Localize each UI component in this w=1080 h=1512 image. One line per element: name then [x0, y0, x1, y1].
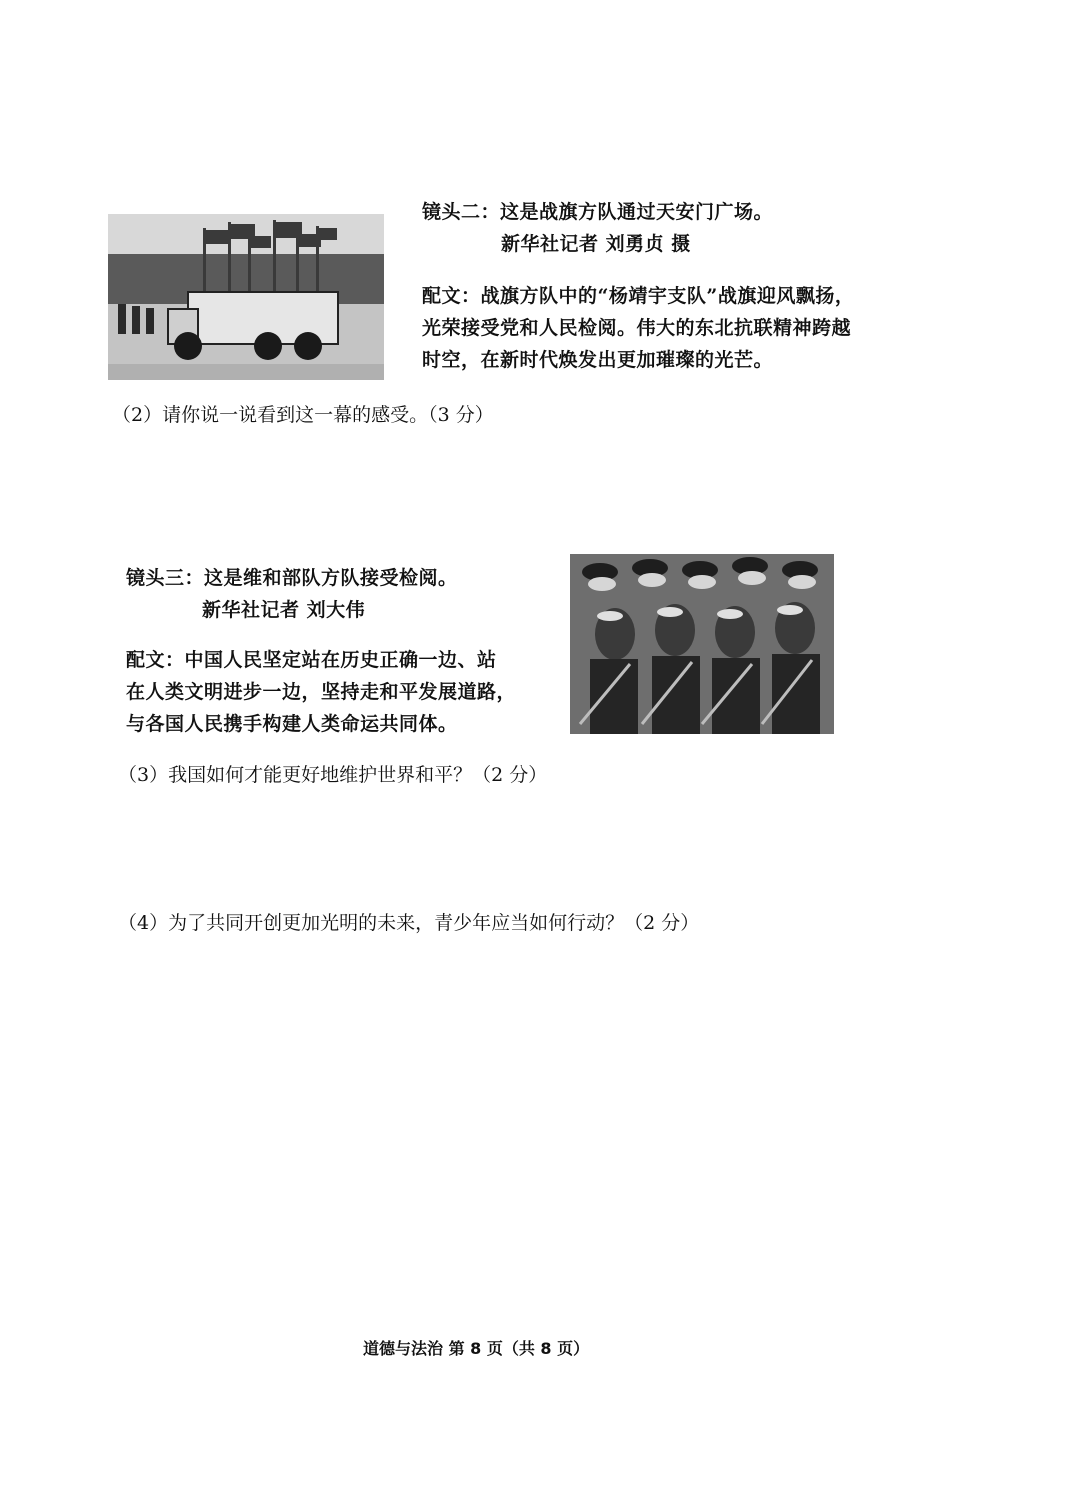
scene2-caption-line: 光荣接受党和人民检阅。伟大的东北抗联精神跨越: [422, 317, 852, 339]
scene3-caption: [126, 644, 516, 740]
scene3-heading: 镜头三：这是维和部队方队接受检阅。: [126, 567, 458, 589]
scene3-caption-line: 与各国人民携手构建人类命运共同体。: [126, 713, 458, 735]
scene2-credit: 新华社记者 刘勇贞 摄: [501, 233, 691, 255]
scene2-photo: [108, 214, 384, 380]
page-footer: 道德与法治 第 8 页（共 8 页）: [363, 1339, 590, 1358]
scene3-caption-line: 在人类文明进步一边，坚持走和平发展道路，: [126, 681, 517, 703]
scene3-credit: 新华社记者 刘大伟: [202, 599, 366, 621]
scene2-caption: [422, 280, 854, 376]
scene2-caption-line: 配文：战旗方队中的“杨靖宇支队”战旗迎风飘扬，: [422, 285, 855, 307]
scene2-heading: 镜头二：这是战旗方队通过天安门广场。: [422, 201, 774, 223]
question-2: （2）请你说一说看到这一幕的感受。（3 分）: [112, 404, 494, 426]
question-3: （3）我国如何才能更好地维护世界和平？（2 分）: [118, 764, 548, 786]
scene3-photo: [570, 554, 834, 734]
flag-parade-vehicle-image: [108, 214, 384, 380]
peacekeeper-troops-image: [570, 554, 834, 734]
question-4: （4）为了共同开创更加光明的未来，青少年应当如何行动？（2 分）: [118, 912, 700, 934]
scene3-caption-line: 配文：中国人民坚定站在历史正确一边、站: [126, 649, 497, 671]
scene2-caption-line: 时空，在新时代焕发出更加璀璨的光芒。: [422, 349, 774, 371]
